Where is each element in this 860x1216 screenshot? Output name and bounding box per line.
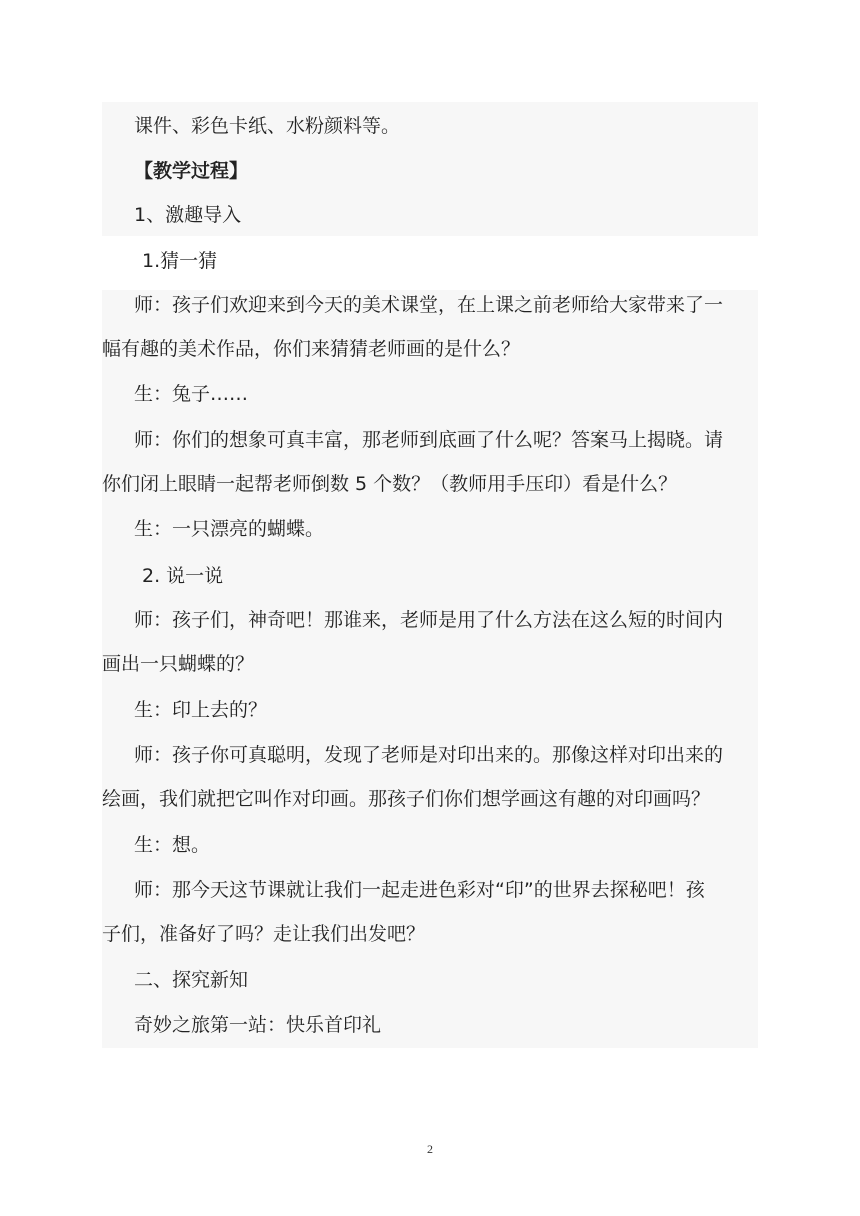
paragraph-line: 师：你们的想象可真丰富，那老师到底画了什么呢？答案马上揭晓。请 bbox=[134, 429, 724, 451]
heading-explore-new-knowledge: 二、探究新知 bbox=[134, 969, 249, 991]
paragraph-line: 你们闭上眼睛一起帮老师倒数 5 个数？（教师用手压印）看是什么？ bbox=[102, 473, 678, 495]
paragraph-line: 子们，准备好了吗？走让我们出发吧？ bbox=[102, 923, 426, 945]
paragraph-line: 绘画，我们就把它叫作对印画。那孩子们你们想学画这有趣的对印画吗？ bbox=[102, 788, 711, 810]
paragraph-line: 奇妙之旅第一站：快乐首印礼 bbox=[134, 1014, 382, 1036]
subheading-guess: 1.猜一猜 bbox=[142, 250, 218, 272]
paragraph-line: 生：兔子…… bbox=[134, 383, 249, 405]
paragraph-line: 画出一只蝴蝶的？ bbox=[102, 653, 255, 675]
paragraph-line: 师：孩子们欢迎来到今天的美术课堂，在上课之前老师给大家带来了一 bbox=[134, 294, 724, 316]
paragraph-line: 生：一只漂亮的蝴蝶。 bbox=[134, 518, 325, 540]
paragraph-line: 师：孩子们，神奇吧！那谁来，老师是用了什么方法在这么短的时间内 bbox=[134, 609, 724, 631]
paragraph-line: 师：孩子你可真聪明，发现了老师是对印出来的。那像这样对印出来的 bbox=[134, 744, 724, 766]
heading-stimulate-interest: 1、激趣导入 bbox=[134, 204, 242, 226]
section-heading-teaching-process: 【教学过程】 bbox=[134, 160, 249, 182]
subheading-talk: 2. 说一说 bbox=[142, 565, 224, 587]
paragraph-materials: 课件、彩色卡纸、水粉颜料等。 bbox=[134, 115, 401, 137]
paragraph-line: 师：那今天这节课就让我们一起走进色彩对“印”的世界去探秘吧！孩 bbox=[134, 879, 705, 901]
paragraph-line: 生：想。 bbox=[134, 834, 211, 856]
paragraph-line: 幅有趣的美术作品，你们来猜猜老师画的是什么？ bbox=[102, 338, 521, 360]
page-number: 2 bbox=[427, 1142, 433, 1156]
paragraph-line: 生：印上去的？ bbox=[134, 699, 268, 721]
